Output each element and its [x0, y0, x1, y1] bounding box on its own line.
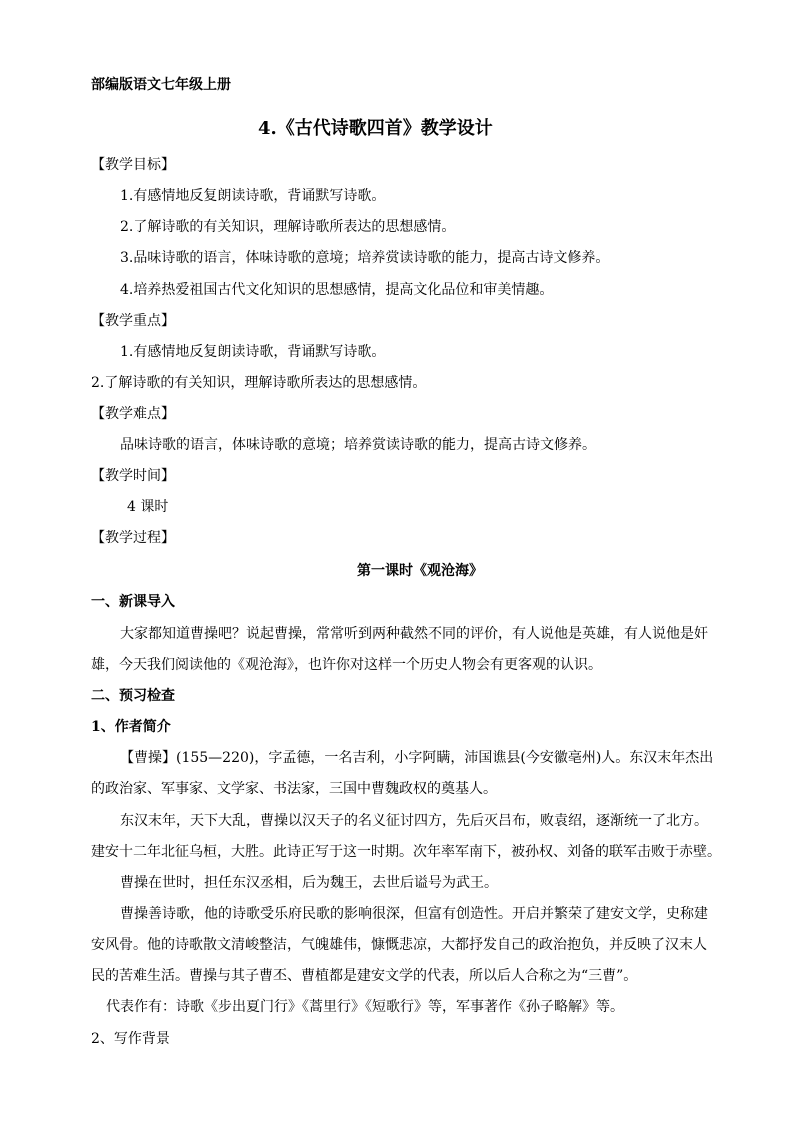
author-heading: 1、作者简介 [91, 719, 171, 735]
paragraph-line: 民的苦难生活。曹操与其子曹丕、曹植都是建安文学的代表，所以后人合称之为“三曹”。 [91, 968, 638, 984]
goal-item: 4.培养热爱祖国古代文化知识的思想感情，提高文化品位和审美情趣。 [120, 282, 554, 298]
key-point-item: 2.了解诗歌的有关知识，理解诗歌所表达的思想感情。 [91, 375, 427, 391]
page-title: 4.《古代诗歌四首》教学设计 [258, 118, 493, 139]
paragraph-line: 曹操善诗歌，他的诗歌受乐府民歌的影响很深，但富有创造性。开启并繁荣了建安文学，史称建 [120, 906, 708, 922]
paragraph-line: 的政治家、军事家、文学家、书法家，三国中曹魏政权的奠基人。 [91, 781, 497, 797]
paragraph-line: 东汉末年，天下大乱，曹操以汉天子的名义征讨四方，先后灭吕布，败袁绍，逐渐统一了北方。 [120, 813, 708, 829]
time-text: 4 课时 [127, 499, 169, 515]
paragraph-line: 安风骨。他的诗歌散文清峻整洁，气魄雄伟，慷慨悲凉，大都抒发自己的政治抱负，并反映了汉末人 [91, 937, 707, 953]
goal-item: 3.品味诗歌的语言，体味诗歌的意境；培养赏读诗歌的能力，提高古诗文修养。 [120, 250, 610, 266]
key-points-heading: 【教学重点】 [91, 313, 175, 329]
representative-works: 代表作有：诗歌《步出夏门行》《蒿里行》《短歌行》等，军事著作《孙子略解》等。 [106, 999, 624, 1015]
paragraph-line: 大家都知道曹操吧？说起曹操，常常听到两种截然不同的评价，有人说他是英雄，有人说他是奸 [120, 626, 708, 642]
paragraph-line: 建安十二年北征乌桓，大胜。此诗正写于这一时期。次年率军南下，被孙权、刘备的联军击败于赤壁。 [91, 844, 721, 860]
goal-item: 1.有感情地反复朗读诗歌，背诵默写诗歌。 [120, 188, 386, 204]
part2-heading: 二、预习检查 [91, 688, 175, 704]
paragraph-line: 雄，今天我们阅读他的《观沧海》，也许你对这样一个历史人物会有更客观的认识。 [91, 657, 602, 673]
goals-heading: 【教学目标】 [91, 157, 175, 173]
lesson-title: 第一课时《观沧海》 [357, 563, 483, 579]
series-label: 部编版语文七年级上册 [91, 77, 231, 93]
process-heading: 【教学过程】 [91, 530, 175, 546]
difficulties-heading: 【教学难点】 [91, 406, 175, 422]
goal-item: 2.了解诗歌的有关知识，理解诗歌所表达的思想感情。 [120, 219, 456, 235]
time-heading: 【教学时间】 [91, 468, 175, 484]
background-heading: 2、写作背景 [91, 1031, 170, 1047]
difficulties-text: 品味诗歌的语言，体味诗歌的意境；培养赏读诗歌的能力，提高古诗文修养。 [120, 437, 596, 453]
part1-heading: 一、新课导入 [91, 594, 175, 610]
paragraph-line: 曹操在世时，担任东汉丞相，后为魏王，去世后谥号为武王。 [120, 875, 498, 891]
paragraph-line: 【曹操】(155—220)，字孟德，一名吉利，小字阿瞒，沛国谯县(今安徽亳州)人。东汉末年杰出 [120, 750, 714, 766]
key-point-item: 1.有感情地反复朗读诗歌，背诵默写诗歌。 [120, 344, 386, 360]
